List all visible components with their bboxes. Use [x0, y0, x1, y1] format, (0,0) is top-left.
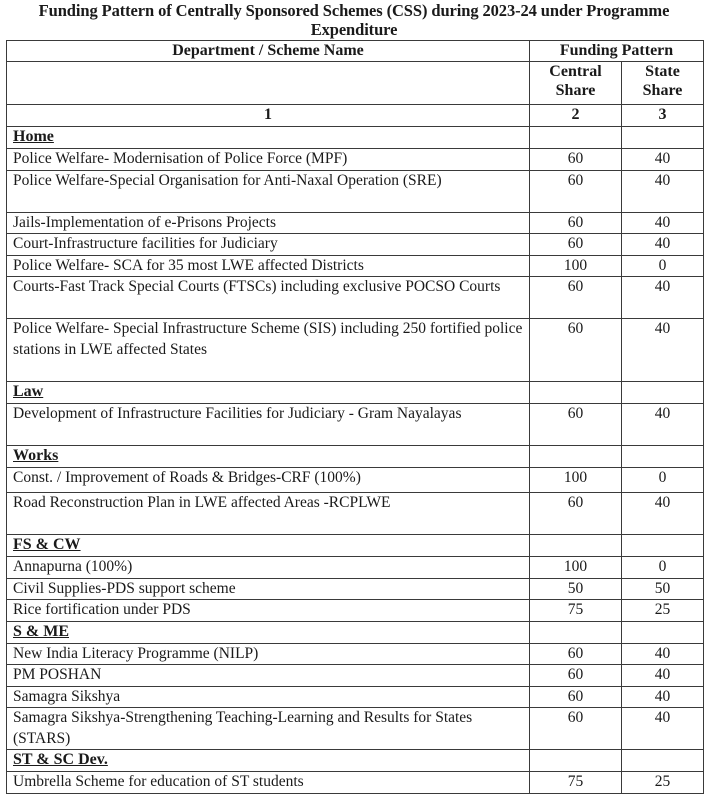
header-funding-pattern: Funding Pattern: [530, 41, 704, 62]
central-share-cell: 60: [530, 643, 622, 665]
scheme-name-cell: Police Welfare- SCA for 35 most LWE affected Districts: [7, 255, 530, 277]
table-body: [7, 127, 704, 794]
table-row: [7, 404, 704, 446]
table-row: [7, 493, 704, 535]
department-state-blank: [622, 446, 704, 468]
department-section-row: [7, 382, 704, 404]
department-central-blank: [530, 446, 622, 468]
header-scheme-name: Department / Scheme Name: [7, 41, 530, 62]
header-col1-number: 1: [7, 105, 530, 127]
table-row: [7, 557, 704, 579]
central-share-cell: 60: [530, 404, 622, 446]
department-state-blank: [622, 621, 704, 643]
department-central-blank: [530, 382, 622, 404]
state-share-cell: 0: [622, 468, 704, 493]
central-share-cell: 100: [530, 557, 622, 579]
scheme-name-cell: Court-Infrastructure facilities for Judiciary: [7, 234, 530, 256]
department-state-blank: [622, 535, 704, 557]
table-row: [7, 149, 704, 171]
central-share-cell: 60: [530, 686, 622, 708]
scheme-name-cell: Police Welfare- Modernisation of Police Force (MPF): [7, 149, 530, 171]
scheme-name-cell: Umbrella Scheme for education of ST students: [7, 772, 530, 794]
header-blank-cell: [7, 62, 530, 105]
table-row: [7, 578, 704, 600]
scheme-name-cell: Const. / Improvement of Roads & Bridges-CRF (100%): [7, 468, 530, 493]
state-share-cell: 50: [622, 578, 704, 600]
state-share-cell: 40: [622, 277, 704, 319]
central-share-cell: 60: [530, 149, 622, 171]
state-share-cell: 40: [622, 643, 704, 665]
central-share-cell: 60: [530, 212, 622, 234]
table-row: [7, 468, 704, 493]
state-share-cell: 25: [622, 600, 704, 622]
table-row: [7, 600, 704, 622]
document-title: Funding Pattern of Centrally Sponsored Schemes (CSS) during 2023-24 under Programme Expenditure: [38, 1, 670, 39]
department-state-blank: [622, 382, 704, 404]
state-share-cell: 40: [622, 665, 704, 687]
table-row: [7, 234, 704, 256]
state-share-cell: 40: [622, 404, 704, 446]
department-name: FS & CW: [7, 535, 530, 557]
table-row: [7, 772, 704, 794]
state-share-cell: 40: [622, 234, 704, 256]
scheme-name-cell: Courts-Fast Track Special Courts (FTSCs) including exclusive POCSO Courts: [7, 277, 530, 319]
central-share-cell: 60: [530, 319, 622, 382]
scheme-name-cell: Annapurna (100%): [7, 557, 530, 579]
header-state-share: State Share: [622, 62, 704, 105]
state-share-cell: 40: [622, 149, 704, 171]
central-share-cell: 60: [530, 170, 622, 212]
department-state-blank: [622, 750, 704, 772]
central-share-cell: 60: [530, 665, 622, 687]
central-share-cell: 60: [530, 277, 622, 319]
table-row: [7, 708, 704, 750]
header-row-numbers: [7, 105, 704, 127]
funding-pattern-table: [6, 40, 704, 794]
department-name: S & ME: [7, 621, 530, 643]
scheme-name-cell: Police Welfare-Special Organisation for Anti-Naxal Operation (SRE): [7, 170, 530, 212]
table-row: [7, 643, 704, 665]
department-name: Works: [7, 446, 530, 468]
table-row: [7, 277, 704, 319]
scheme-name-cell: Police Welfare- Special Infrastructure Scheme (SIS) including 250 fortified police stations in LWE affected States: [7, 319, 530, 382]
header-col3-number: 3: [622, 105, 704, 127]
state-share-cell: 0: [622, 255, 704, 277]
department-section-row: [7, 535, 704, 557]
central-share-cell: 100: [530, 255, 622, 277]
department-section-row: [7, 127, 704, 149]
table-row: [7, 212, 704, 234]
central-share-cell: 60: [530, 234, 622, 256]
state-share-cell: 25: [622, 772, 704, 794]
state-share-cell: 40: [622, 212, 704, 234]
table-row: [7, 170, 704, 212]
department-central-blank: [530, 750, 622, 772]
scheme-name-cell: Road Reconstruction Plan in LWE affected Areas -RCPLWE: [7, 493, 530, 535]
state-share-cell: 40: [622, 493, 704, 535]
scheme-name-cell: Samagra Sikshya: [7, 686, 530, 708]
header-row-2: [7, 62, 704, 105]
central-share-cell: 60: [530, 493, 622, 535]
department-section-row: [7, 446, 704, 468]
department-central-blank: [530, 127, 622, 149]
central-share-cell: 50: [530, 578, 622, 600]
scheme-name-cell: PM POSHAN: [7, 665, 530, 687]
table-row: [7, 255, 704, 277]
central-share-cell: 100: [530, 468, 622, 493]
scheme-name-cell: Civil Supplies-PDS support scheme: [7, 578, 530, 600]
department-name: ST & SC Dev.: [7, 750, 530, 772]
central-share-cell: 75: [530, 600, 622, 622]
header-col2-number: 2: [530, 105, 622, 127]
state-share-cell: 40: [622, 170, 704, 212]
scheme-name-cell: Development of Infrastructure Facilities for Judiciary - Gram Nayalayas: [7, 404, 530, 446]
table-row: [7, 319, 704, 382]
state-share-cell: 40: [622, 319, 704, 382]
header-central-share: Central Share: [530, 62, 622, 105]
header-row-1: [7, 41, 704, 62]
department-section-row: [7, 621, 704, 643]
scheme-name-cell: Rice fortification under PDS: [7, 600, 530, 622]
central-share-cell: 60: [530, 708, 622, 750]
scheme-name-cell: Samagra Sikshya-Strengthening Teaching-Learning and Results for States (STARS): [7, 708, 530, 750]
table-row: [7, 665, 704, 687]
state-share-cell: 40: [622, 686, 704, 708]
department-central-blank: [530, 621, 622, 643]
department-name: Law: [7, 382, 530, 404]
department-section-row: [7, 750, 704, 772]
scheme-name-cell: New India Literacy Programme (NILP): [7, 643, 530, 665]
table-row: [7, 686, 704, 708]
department-name: Home: [7, 127, 530, 149]
central-share-cell: 75: [530, 772, 622, 794]
department-state-blank: [622, 127, 704, 149]
scheme-name-cell: Jails-Implementation of e-Prisons Projects: [7, 212, 530, 234]
state-share-cell: 40: [622, 708, 704, 750]
state-share-cell: 0: [622, 557, 704, 579]
department-central-blank: [530, 535, 622, 557]
